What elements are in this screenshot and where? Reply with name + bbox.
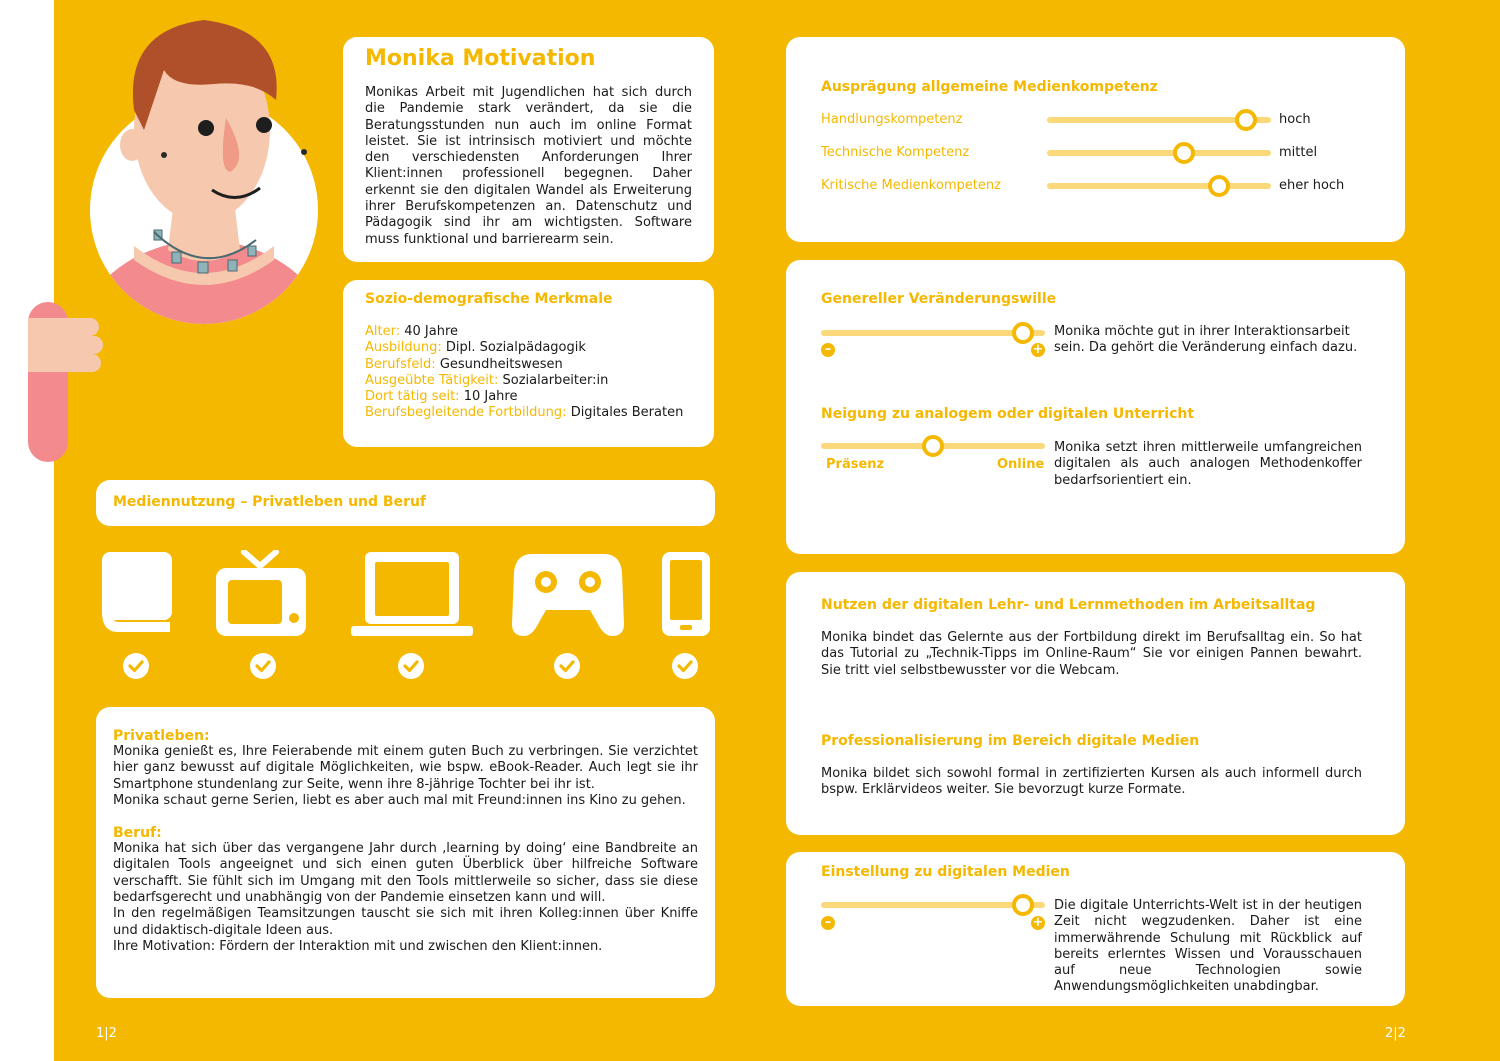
private-work-card: [96, 707, 715, 998]
private-title: Privatleben:: [113, 728, 210, 744]
page-number-right: 2|2: [1385, 1026, 1406, 1041]
competence-value: hoch: [1279, 112, 1311, 127]
attitude-text: Die digitale Unterrichts-Welt ist in der heutigen Zeit nicht wegzudenken. Daher ist eine immerwährende Schulung mit Rückblick auf bereits erlerntes Wissen und Vorausschauen auf neue Technologien sowie Anwendungsmöglichkeiten unabdingbar.: [1054, 898, 1362, 995]
demographics-key: Dort tätig seit:: [365, 389, 460, 405]
change-text: Monika möchte gut in ihrer Interaktionsarbeit sein. Da gehört die Veränderung einfach dazu.: [1054, 324, 1358, 356]
competence-value: eher hoch: [1279, 178, 1345, 193]
persona-name: Monika Motivation: [365, 46, 596, 71]
demographics-key: Alter:: [365, 324, 401, 339]
competence-slider-track: [1047, 150, 1271, 156]
demographics-item: [365, 340, 692, 356]
tv-icon: [214, 550, 308, 638]
minus-icon: –: [821, 916, 835, 930]
demographics-item: [365, 324, 692, 340]
methods-title: Nutzen der digitalen Lehr- und Lernmethoden im Arbeitsalltag: [821, 597, 1316, 613]
media-usage-title: Mediennutzung – Privatleben und Beruf: [113, 494, 427, 510]
demographics-value: Dipl. Sozialpädagogik: [445, 340, 586, 356]
checkmark-icon: [250, 653, 276, 679]
teaching-left-label: Präsenz: [826, 457, 885, 472]
competence-label: Kritische Medienkompetenz: [821, 178, 1001, 193]
demographics-key: Berufsfeld:: [365, 356, 436, 372]
professionalization-title: Professionalisierung im Bereich digitale Medien: [821, 733, 1200, 749]
competence-slider-knob: [1173, 142, 1195, 164]
competence-title: Ausprägung allgemeine Medienkompetenz: [821, 79, 1158, 95]
competence-label: Technische Kompetenz: [821, 145, 970, 160]
teaching-slider-knob: [922, 435, 944, 457]
methods-text: Monika bindet das Gelernte aus der Fortbildung direkt im Berufsalltag ein. So hat das Tutorial zu „Technik-Tipps im Online-Raum“ Sie vor einigen Pannen bewahrt. Sie tritt viel selbstbewusster vor die Webcam.: [821, 630, 1362, 678]
plus-icon: +: [1032, 915, 1044, 930]
demographics-value: 10 Jahre: [463, 389, 518, 405]
checkmark-icon: [672, 653, 698, 679]
work-paragraph-2: In den regelmäßigen Teamsitzungen tauscht sie sich mit ihren Kolleg:innen über Kniffe und didaktisch-digitale Ideen aus.: [113, 906, 698, 938]
laptop-icon: [351, 550, 473, 638]
demographics-key: Ausgeübte Tätigkeit:: [365, 372, 499, 388]
demographics-card: [343, 280, 714, 447]
checkmark-icon: [123, 653, 149, 679]
work-paragraph-1: Monika hat sich über das vergangene Jahr durch ‚learning by doing‘ eine Bandbreite an digitalen Tools angeeignet und sich einen guten Überblick über hilfreiche Software verschafft. Sie fühlt sich im Umgang mit den Tools mittlerweile so sicher, dass sie diese bedarfsgerecht und unabhängig von der Pandemie einsetzen kann und will.: [113, 841, 698, 906]
demographics-item: [365, 357, 692, 373]
demographics-key: Berufsbegleitende Fortbildung:: [365, 405, 567, 421]
competence-label: Handlungskompetenz: [821, 112, 963, 127]
demographics-list: [365, 324, 692, 422]
professionalization-text: Monika bildet sich sowohl formal in zertifizierten Kursen als auch informell durch bspw. Erklärvideos weiter. Sie bevorzugt kurze Formate.: [821, 766, 1362, 798]
checkmark-icon: [398, 653, 424, 679]
work-title: Beruf:: [113, 825, 162, 842]
competence-slider-knob: [1235, 109, 1257, 131]
book-icon: [100, 550, 174, 638]
competence-value: mittel: [1279, 145, 1318, 160]
attitude-title: Einstellung zu digitalen Medien: [821, 864, 1070, 880]
smartphone-icon: [660, 550, 712, 638]
persona-avatar: [14, 10, 324, 470]
demographics-item: [365, 405, 692, 421]
persona-card: [343, 37, 714, 262]
teaching-text: Monika setzt ihren mittlerweile umfangreichen digitalen als auch analogen Methodenkoffer bedarfsorientiert ein.: [1054, 440, 1362, 488]
methods-card: [786, 572, 1405, 835]
demographics-value: Sozialarbeiter:in: [502, 372, 609, 388]
change-slider-knob: [1012, 322, 1034, 344]
demographics-key: Ausbildung:: [365, 340, 442, 356]
competence-card: [786, 37, 1405, 242]
demographics-value: Digitales Beraten: [570, 405, 684, 421]
private-paragraph-2: Monika schaut gerne Serien, liebt es aber auch mal mit Freund:innen ins Kino zu gehen.: [113, 792, 686, 808]
private-paragraph-1: Monika genießt es, Ihre Feierabende mit einem guten Buch zu verbringen. Sie verzichtet hier ganz bewusst auf digitale Möglichkeiten, wie bspw. eBook-Reader. Auch legt sie ihr Smartphone stundenlang zur Seite, wenn ihre 8-jährige Tochter bei ihr ist.: [113, 744, 698, 792]
teaching-right-label: Online: [997, 457, 1045, 472]
plus-icon: +: [1032, 342, 1044, 357]
work-paragraph-3: Ihre Motivation: Fördern der Interaktion mit und zwischen den Klient:innen.: [113, 938, 603, 954]
media-usage-title-card: [96, 480, 715, 526]
demographics-value: Gesundheitswesen: [439, 356, 563, 372]
gamepad-icon: [512, 550, 624, 638]
minus-icon: –: [821, 343, 835, 357]
demographics-value: 40 Jahre: [404, 324, 459, 339]
attitude-card: [786, 852, 1405, 1006]
checkmark-icon: [554, 653, 580, 679]
page-number-left: 1|2: [96, 1026, 117, 1041]
competence-slider-track: [1047, 183, 1271, 189]
demographics-item: [365, 389, 692, 405]
demographics-title: Sozio-demografische Merkmale: [365, 291, 613, 307]
competence-slider-knob: [1208, 175, 1230, 197]
teaching-title: Neigung zu analogem oder digitalen Unterricht: [821, 406, 1195, 422]
attitude-slider-knob: [1012, 894, 1034, 916]
demographics-item: [365, 373, 692, 389]
change-teaching-card: [786, 260, 1405, 554]
persona-description: Monikas Arbeit mit Jugendlichen hat sich durch die Pandemie stark verändert, da sie die Beratungsstunden nun auch im online Format leistet. Sie ist intrinsisch motiviert und möchte den verschiedensten Anforderungen Ihrer Klient:innen professionell begegnen. Daher erkennt sie den digitalen Wandel als Erweiterung ihrer Berufskompetenzen an. Datenschutz und Pädagogik sind ihr am wichtigsten. Software muss funktional und barrierearm sein.: [365, 85, 692, 247]
change-title: Genereller Veränderungswille: [821, 291, 1057, 307]
